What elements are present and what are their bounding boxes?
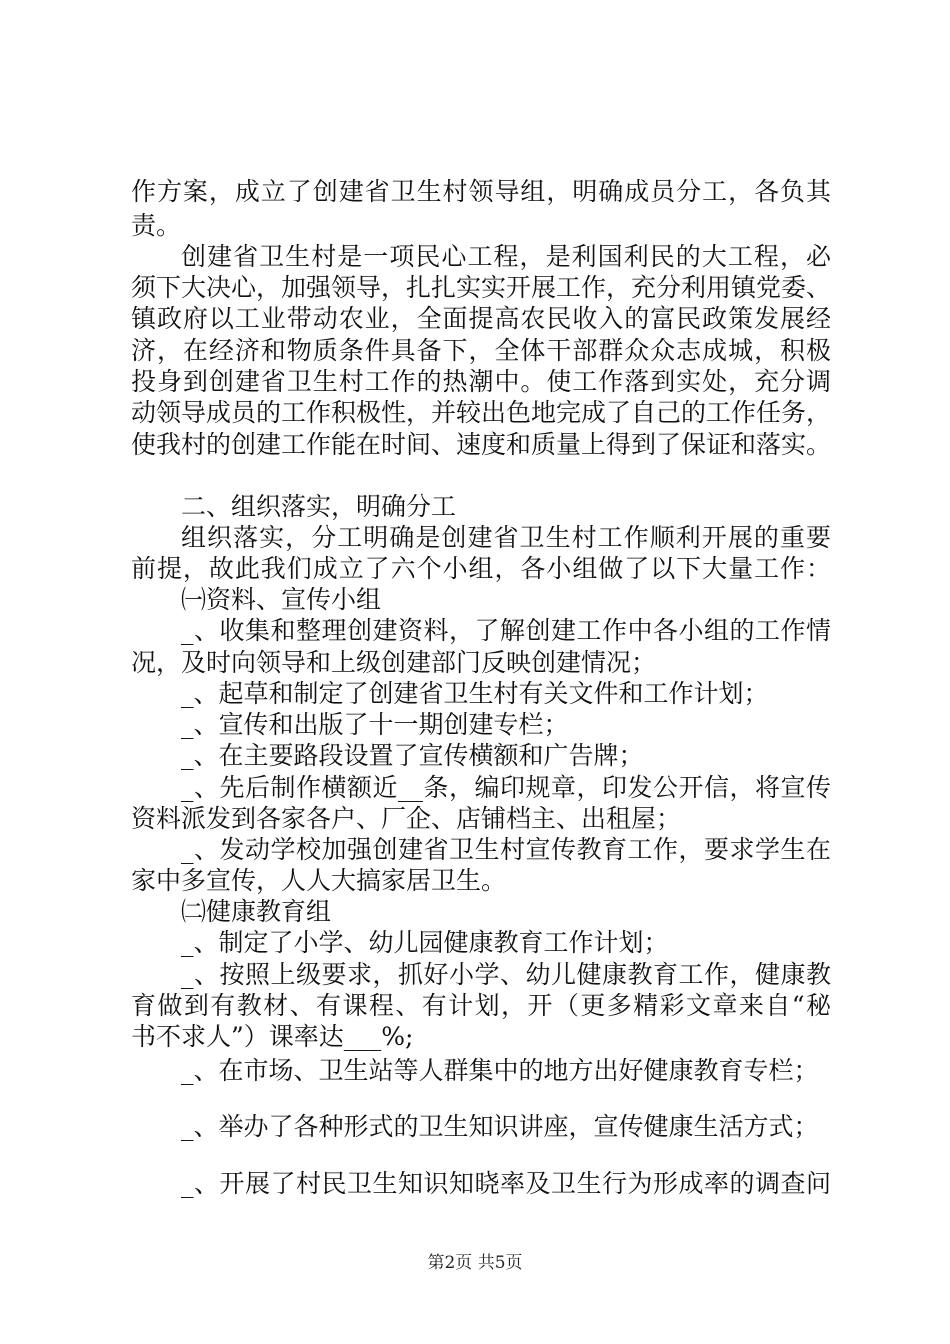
text-line: 创建省卫生村是一项民心工程，是利国利民的大工程，必 xyxy=(181,242,831,271)
text-line: _、起草和制定了创建省卫生村有关文件和工作计划； xyxy=(181,679,769,708)
text-line: _、开展了村民卫生知识知晓率及卫生行为形成率的调查问 xyxy=(181,1169,831,1198)
text-line: 责。 xyxy=(131,211,182,240)
text-line: _、举办了各种形式的卫生知识讲座，宣传健康生活方式； xyxy=(181,1112,819,1141)
text-line: 投身到创建省卫生村工作的热潮中。使工作落到实处，充分调 xyxy=(131,367,831,396)
text-line: 动领导成员的工作积极性，并较出色地完成了自己的工作任务， xyxy=(131,398,832,427)
text-line: 须下大决心，加强领导，扎扎实实开展工作，充分利用镇党委、 xyxy=(131,273,832,302)
text-line: _、在市场、卫生站等人群集中的地方出好健康教育专栏； xyxy=(181,1056,819,1085)
text-line: 资料派发到各家各户、厂企、店铺档主、出租屋； xyxy=(131,804,682,833)
text-line: _、先后制作横额近__条，编印规章，印发公开信，将宣传 xyxy=(181,773,831,802)
text-line: 前提，故此我们成立了六个小组，各小组做了以下大量工作： xyxy=(131,554,831,583)
page-number-footer: 第2页 共5页 xyxy=(427,1253,523,1273)
text-line: 书不求人”）课率达___%; xyxy=(131,1022,414,1051)
text-line: _、按照上级要求，抓好小学、幼儿健康教育工作，健康教 xyxy=(181,960,831,989)
text-line: _、制定了小学、幼儿园健康教育工作计划； xyxy=(181,928,669,957)
text-line: 组织落实，分工明确是创建省卫生村工作顺利开展的重要 xyxy=(181,523,831,552)
text-line: _、在主要路段设置了宣传横额和广告牌； xyxy=(181,741,644,770)
section-heading: 二、组织落实，明确分工 xyxy=(181,492,457,521)
text-line: 镇政府以工业带动农业，全面提高农民收入的富民政策发展经 xyxy=(131,304,831,333)
subsection-heading: ㈠资料、宣传小组 xyxy=(181,585,382,614)
text-line: 况，及时向领导和上级创建部门反映创建情况； xyxy=(131,648,657,677)
text-line: 济，在经济和物质条件具备下，全体干部群众众志成城，积极 xyxy=(131,336,831,365)
text-line: _、宣传和出版了十一期创建专栏； xyxy=(181,710,569,739)
text-line: _、收集和整理创建资料，了解创建工作中各小组的工作情 xyxy=(181,616,831,645)
text-line: _、发动学校加强创建省卫生村宣传教育工作，要求学生在 xyxy=(181,835,831,864)
text-line: 育做到有教材、有课程、有计划，开（更多精彩文章来自“秘 xyxy=(131,991,831,1020)
text-line: 作方案，成立了创建省卫生村领导组，明确成员分工，各负其 xyxy=(131,177,831,206)
text-line: 使我村的创建工作能在时间、速度和质量上得到了保证和落实。 xyxy=(131,430,832,459)
text-line: 家中多宣传，人人大搞家居卫生。 xyxy=(131,866,507,895)
subsection-heading: ㈡健康教育组 xyxy=(181,897,332,926)
